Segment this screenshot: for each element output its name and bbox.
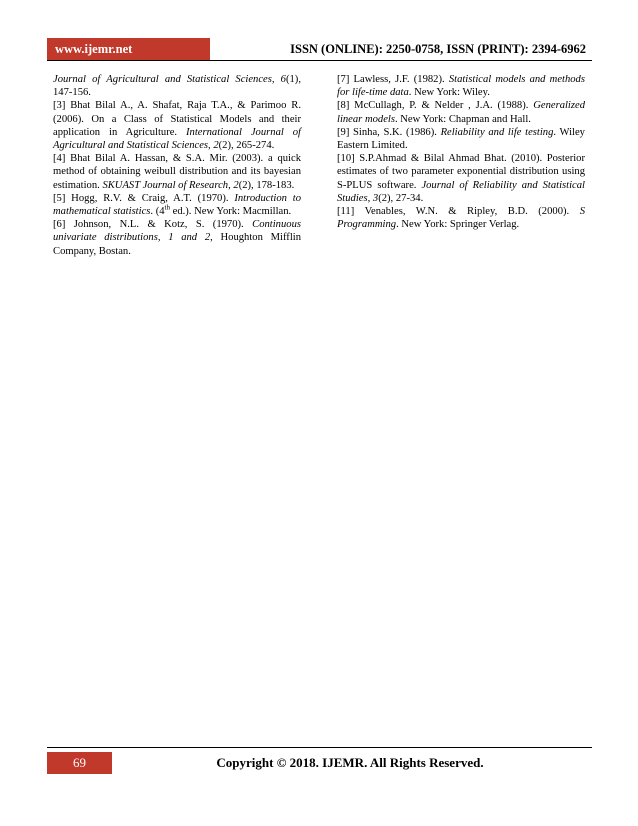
reference-title: Continuous univariate distributions, 1 and 2 (53, 219, 301, 244)
journal-issn: ISSN (ONLINE): 2250-0758, ISSN (PRINT): 2394-6962 (290, 42, 586, 56)
reference-title: Journal of Reliability and Statistical Studies, 3 (337, 179, 585, 204)
reference-suffix: . New York: Chapman and Hall. (394, 113, 531, 125)
reference-item (53, 73, 301, 99)
reference-suffix: ed.). New York: Macmillan. (169, 206, 292, 218)
footer-divider (47, 747, 592, 748)
reference-text: [9] Sinha, S.K. (1986). (337, 126, 441, 138)
journal-website: www.ijemr.net (47, 38, 210, 60)
page-header (47, 38, 592, 60)
header-divider (47, 60, 592, 61)
reference-title: International Journal of Agricultural and Statistical Sciences, 2 (53, 126, 301, 152)
reference-title: SKUAST Journal of Research, 2 (102, 179, 239, 191)
references-right-column (337, 73, 585, 231)
reference-suffix: . Wiley Eastern Limited. (337, 126, 585, 152)
reference-text: [6] Johnson, N.L. & Kotz, S. (1970). (53, 219, 253, 231)
reference-title: S Programming (337, 206, 585, 231)
reference-item (337, 126, 585, 152)
reference-text: [8] McCullagh, P. & Nelder , J.A. (1988). (337, 100, 534, 112)
reference-suffix: . New York: Springer Verlag. (396, 219, 520, 231)
reference-suffix: . New York: Wiley. (408, 87, 490, 99)
reference-suffix: (2), 27-34. (378, 192, 424, 204)
reference-superscript: th (164, 203, 170, 212)
reference-suffix: (2), 178-183. (238, 179, 295, 191)
reference-item (53, 99, 301, 152)
references-left-column (53, 73, 301, 258)
copyright-notice: Copyright © 2018. IJEMR. All Rights Reserved. (216, 755, 484, 770)
reference-suffix: (1), 147-156. (53, 74, 301, 99)
reference-text: [10] S.P.Ahmad & Bilal Ahmad Bhat. (2010). Posterior estimates of two parameter exponential distribution using S-PLUS software. (337, 153, 585, 191)
page-number: 69 (47, 752, 112, 774)
reference-text: [3] Bhat Bilal A., A. Shafat, Raja T.A., & Parimoo R. (2006). On a Class of Statistical Models and their application in Agriculture. (53, 100, 301, 138)
reference-item (337, 99, 585, 125)
reference-edition: . (4 (150, 206, 165, 218)
reference-item (53, 152, 301, 192)
reference-text: [4] Bhat Bilal A. Hassan, & S.A. Mir. (2003). a quick method of obtaining weibull distribution and its bayesian estimation. (53, 153, 301, 191)
reference-title: Introduction to mathematical statistics (53, 192, 301, 218)
reference-item (337, 73, 585, 99)
reference-suffix: (2), 265-274. (218, 140, 275, 152)
reference-suffix: , Houghton Mifflin Company, Bostan. (53, 232, 301, 257)
reference-item (337, 205, 585, 231)
reference-title: Statistical models and methods for life-time data (337, 74, 585, 99)
reference-item (53, 218, 301, 258)
reference-text: [5] Hogg, R.V. & Craig, A.T. (1970). (53, 192, 235, 204)
reference-title: Journal of Agricultural and Statistical Sciences, 6 (53, 74, 286, 85)
reference-item (337, 152, 585, 205)
reference-title: Generalized linear models (337, 100, 585, 125)
reference-title: Reliability and life testing (440, 126, 554, 138)
reference-text: [11] Venables, W.N. & Ripley, B.D. (2000). (337, 206, 580, 218)
reference-text: [7] Lawless, J.F. (1982). (337, 74, 449, 85)
reference-item (53, 192, 301, 218)
